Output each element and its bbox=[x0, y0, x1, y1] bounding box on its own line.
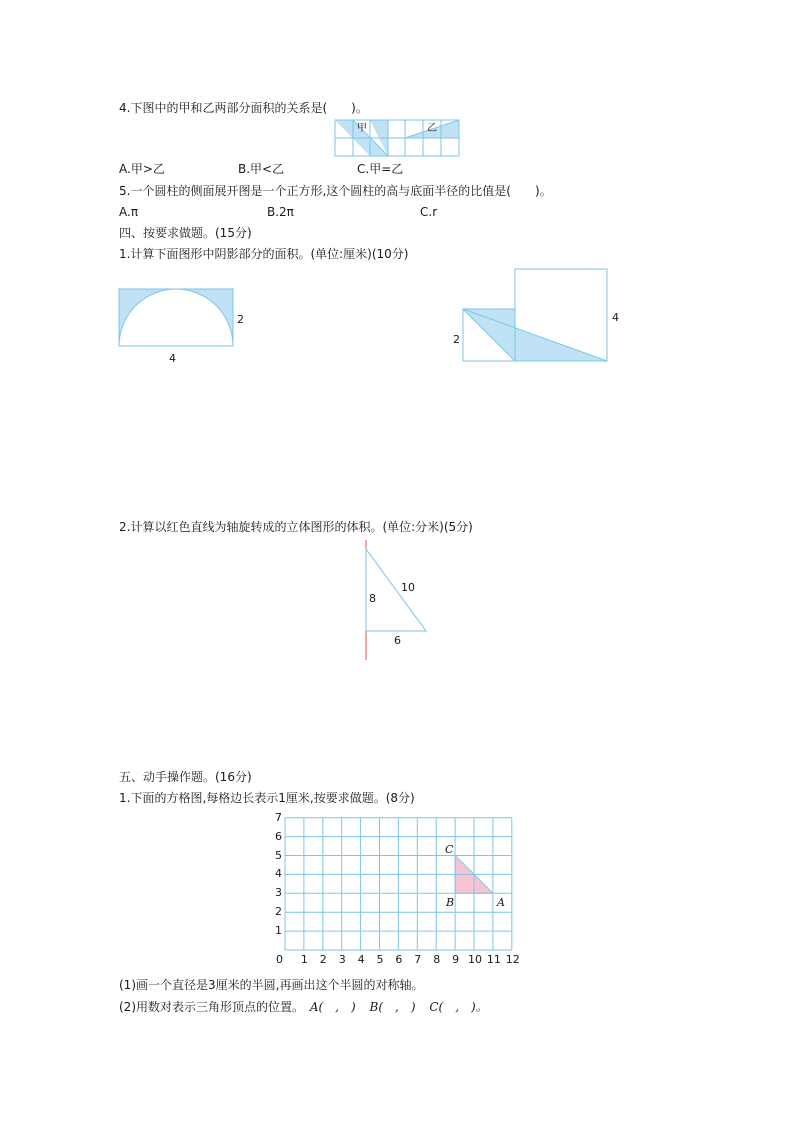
x-tick-label: 9 bbox=[452, 953, 460, 966]
section4-title: 四、按要求做题。(15分) bbox=[119, 226, 252, 240]
y-tick-label: 2 bbox=[275, 905, 282, 919]
s4-fig1 bbox=[119, 289, 233, 346]
x-tick-label: 5 bbox=[376, 953, 384, 966]
y-tick-label: 5 bbox=[275, 848, 282, 862]
y-tick-label: 7 bbox=[275, 810, 282, 824]
x-tick-label: 4 bbox=[357, 953, 365, 966]
y-tick-label: 1 bbox=[275, 924, 282, 938]
y-tick-label: 6 bbox=[275, 829, 282, 843]
q5-option-b: B.2π bbox=[267, 205, 294, 219]
x-tick-label: 6 bbox=[395, 953, 403, 966]
y-tick-label: 4 bbox=[275, 867, 282, 881]
x-tick-label: 1 bbox=[300, 953, 308, 966]
x-tick-label: 7 bbox=[414, 953, 422, 966]
s4-leg-horizontal-label: 6 bbox=[394, 634, 401, 647]
s5-sub2-a: A( , ) bbox=[309, 1000, 356, 1014]
s5-sub2 bbox=[119, 1000, 488, 1014]
q4-label-jia: 甲 bbox=[357, 123, 367, 134]
s5-sub1: (1)画一个直径是3厘米的半圆,再画出这个半圆的对称轴。 bbox=[119, 978, 424, 992]
x-tick-label: 0 bbox=[276, 953, 283, 966]
x-tick-label: 11 bbox=[486, 953, 501, 966]
q4-figure bbox=[335, 120, 459, 156]
q4-option-a: A.甲>乙 bbox=[119, 162, 165, 176]
s4-fig2-small-label: 2 bbox=[453, 333, 460, 346]
s4-fig1-height-label: 2 bbox=[237, 313, 244, 326]
q4-option-b: B.甲<乙 bbox=[238, 162, 285, 176]
x-tick-label: 2 bbox=[319, 953, 327, 966]
coordinate-grid bbox=[285, 818, 512, 950]
right-triangle bbox=[366, 549, 426, 631]
q5-option-c: C.r bbox=[420, 205, 438, 219]
s5-sub2-prefix: (2)用数对表示三角形顶点的位置。 bbox=[119, 1000, 304, 1014]
s4-fig2 bbox=[463, 269, 607, 361]
s4-leg-vertical-label: 8 bbox=[369, 592, 376, 605]
point-b-label: B bbox=[446, 896, 455, 909]
q4-label-yi: 乙 bbox=[427, 123, 437, 134]
x-tick-label: 12 bbox=[505, 953, 520, 966]
y-tick-label: 3 bbox=[275, 886, 282, 900]
s4-fig2-big-label: 4 bbox=[612, 311, 619, 324]
s4-p2-text: 2.计算以红色直线为轴旋转成的立体图形的体积。(单位:分米)(5分) bbox=[119, 520, 473, 534]
q4-text: 4.下图中的甲和乙两部分面积的关系是( )。 bbox=[119, 101, 368, 115]
x-tick-label: 8 bbox=[433, 953, 441, 966]
s5-p1-text: 1.下面的方格图,每格边长表示1厘米,按要求做题。(8分) bbox=[119, 791, 415, 805]
section5-title: 五、动手操作题。(16分) bbox=[119, 770, 252, 784]
s4-hypotenuse-label: 10 bbox=[401, 581, 415, 594]
q5-text: 5.一个圆柱的侧面展开图是一个正方形,这个圆柱的高与底面半径的比值是( )。 bbox=[119, 184, 552, 198]
point-c-label: C bbox=[445, 843, 454, 856]
point-a-label: A bbox=[497, 896, 505, 909]
x-tick-label: 10 bbox=[468, 953, 482, 966]
q4-option-c: C.甲=乙 bbox=[357, 162, 404, 176]
x-tick-label: 3 bbox=[338, 953, 346, 966]
s4-p1-text: 1.计算下面图形中阴影部分的面积。(单位:厘米)(10分) bbox=[119, 247, 409, 261]
s4-fig1-width-label: 4 bbox=[169, 352, 176, 365]
s5-sub2-b: B( , ) bbox=[369, 1000, 416, 1014]
q5-option-a: A.π bbox=[119, 205, 139, 219]
s5-sub2-c: C( , )。 bbox=[429, 1000, 488, 1014]
